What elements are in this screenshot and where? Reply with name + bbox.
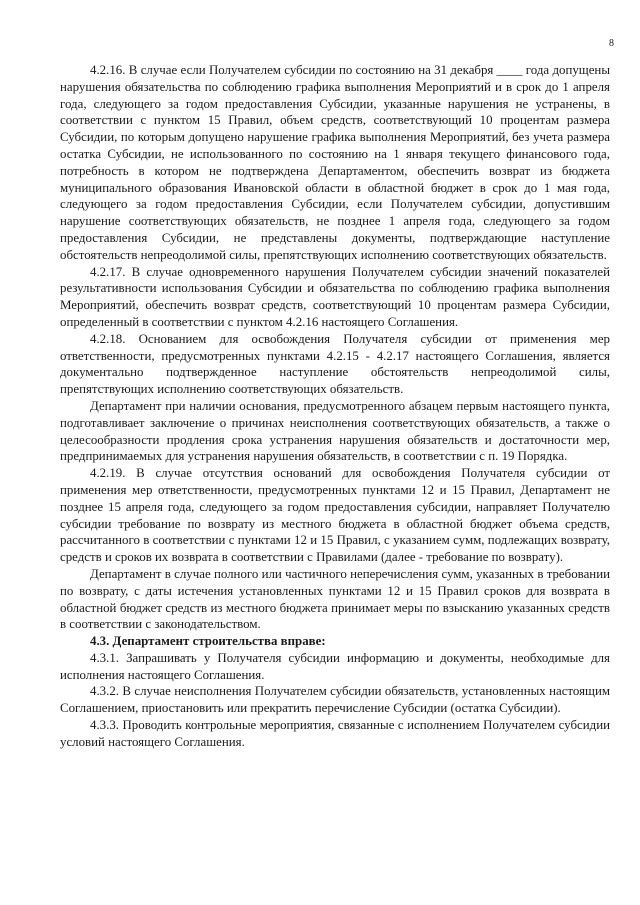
- paragraph-4-3-3: 4.3.3. Проводить контрольные мероприятия, связанные с исполнением Получателем субсидии условий настоящего Соглашения.: [60, 718, 610, 749]
- section-heading-4-3: 4.3. Департамент строительства вправе:: [90, 634, 326, 649]
- paragraph-4-2-16: 4.2.16. В случае если Получателем субсидии по состоянию на 31 декабря ____ года допущены нарушения обязательства по соблюдению графика выполнения Мероприятий и в срок до 1 апреля года, следующего за годом предоставления Субсидии, указанные нарушения не устранены, в соответствии с пунктом 15 Правил, объем средств, соответствующий 10 процентам размера Субсидии, по которым допущено нарушение графика выполнения Мероприятий, без учета размера остатка Субсидии, не использованного по состоянию на 1 января текущего финансового года, потребность в котором не подтверждена Департаментом, обеспечить возврат из бюджета муниципального образования Ивановской области в областной бюджет в срок до 1 мая года, следующего за годом предоставления Субсидии, если Получателем субсидии, допустившим нарушение соответствующих обязательств, не позднее 1 апреля года, следующего за годом предоставления Субсидии, не представлены документы, подтверждающие наступление обстоятельств непреодолимой силы, препятствующих исполнению соответствующих обязательств.: [60, 63, 610, 262]
- paragraph-4-3-2: 4.3.2. В случае неисполнения Получателем субсидии обязательств, установленных настоящим Соглашением, приостановить или прекратить перечисление Субсидии (остатка Субсидии).: [60, 684, 610, 716]
- paragraph-4-3-1: 4.3.1. Запрашивать у Получателя субсидии информацию и документы, необходимые для исполнения настоящего Соглашения.: [60, 650, 610, 682]
- page-number: 8: [609, 38, 614, 49]
- paragraph-4-2-19: 4.2.19. В случае отсутствия оснований для освобождения Получателя субсидии от применения мер ответственности, предусмотренных пунктами 12 и 15 Правил, Департамент не позднее 15 апреля года, следующего за годом предоставления субсидии, направляет Получателю субсидии требование по возврату из местного бюджета в областной бюджет объема средств, рассчитанного в соответствии с пунктами 12 и 15 Правил, с указанием сумм, подлежащих возврату, средств и сроков их возврата в соответствии с Правилами (далее - требование по возврату).: [60, 466, 610, 565]
- paragraph-4-2-17: 4.2.17. В случае одновременного нарушения Получателем субсидии значений показателей результативности использования Субсидии и обязательства по соблюдению графика выполнения Мероприятий, обеспечить возврат средств, соответствующий 10 процентам размера Субсидии, определенный в соответствии с пунктом 4.2.16 настоящего Соглашения.: [60, 264, 610, 329]
- paragraph-4-2-19-continued: Департамент в случае полного или частичного неперечисления сумм, указанных в требовании по возврату, с даты истечения установленных пунктами 12 и 15 Правил сроков для возврата в областной бюджет средств из местного бюджета принимает меры по взысканию указанных средств в соответствии с законодательством.: [60, 566, 610, 632]
- paragraph-4-2-18-continued: Департамент при наличии основания, предусмотренного абзацем первым настоящего пункта, подготавливает заключение о причинах неисполнения соответствующих обязательств, а также о целесообразности продления срока устранения нарушения обязательств и достаточности мер, предпринимаемых для устранения нарушения обязательств, в соответствии с п. 19 Порядка.: [60, 398, 610, 464]
- paragraph-4-2-18: 4.2.18. Основанием для освобождения Получателя субсидии от применения мер ответственности, предусмотренных пунктами 4.2.15 - 4.2.17 настоящего Соглашения, является документально подтвержденное наступление обстоятельств непреодолимой силы, препятствующих исполнению соответствующих обязательств.: [60, 331, 610, 397]
- document-body: [60, 62, 610, 751]
